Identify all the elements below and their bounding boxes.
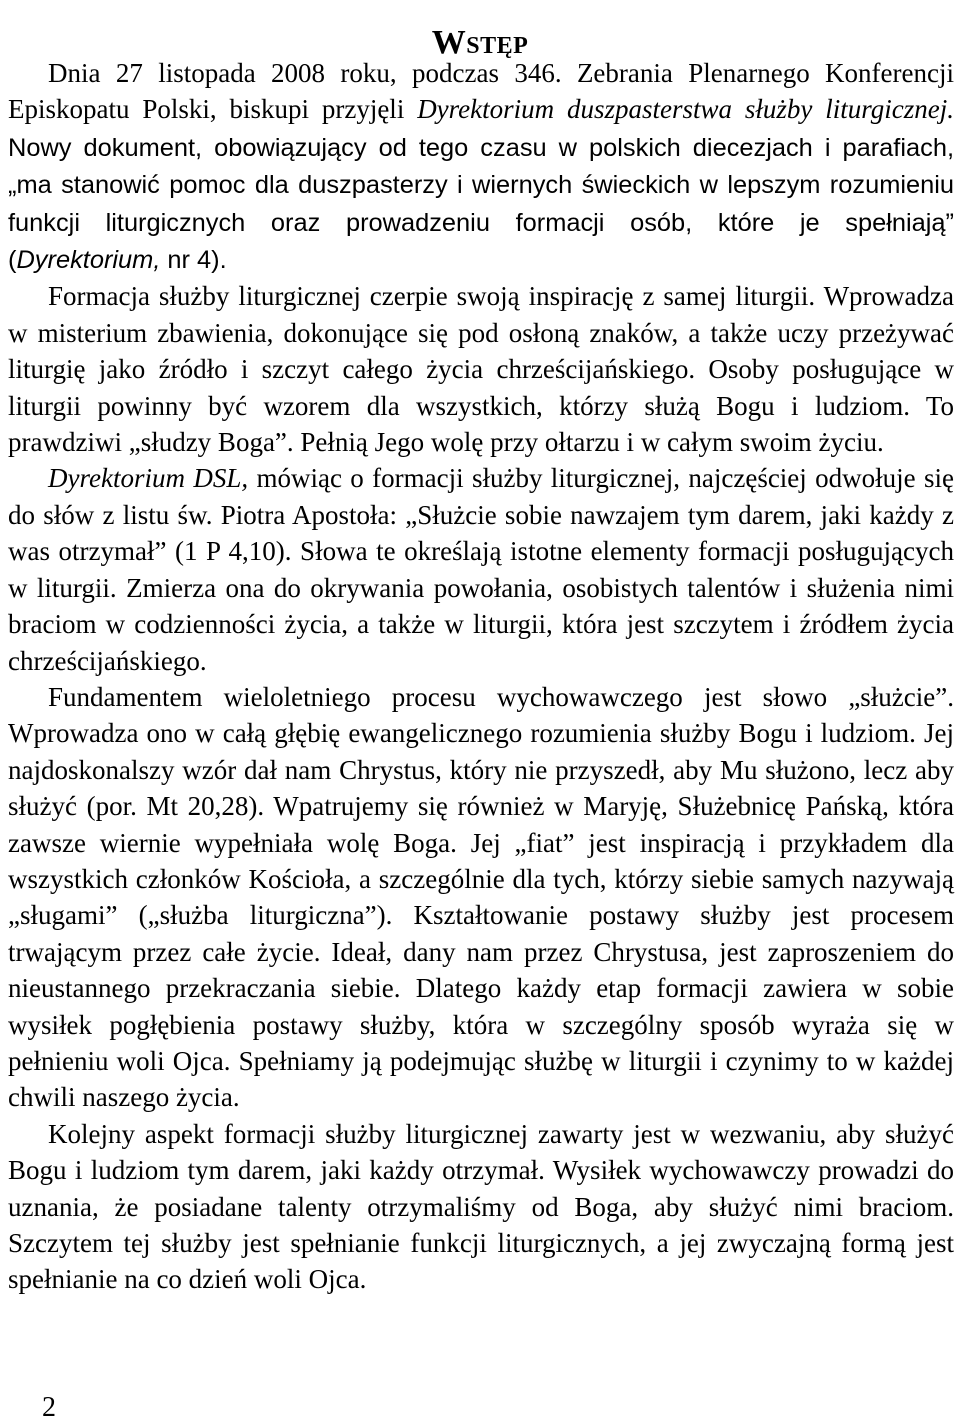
text-run: nr 4).: [160, 246, 227, 275]
paragraph: [8, 278, 954, 460]
italic-text: Dyrektorium,: [16, 246, 161, 275]
paragraph: [8, 1116, 954, 1298]
italic-text: Dyrektorium DSL,: [48, 463, 249, 494]
text-run: Formacja służby liturgicznej czerpie swoją inspirację z samej liturgii. Wprowadza w misterium zbawienia, dokonujące się pod osłoną znaków, a także uczy przeżywać liturgię jako źródło i szczyt całego życia chrześcijańskiego. Osoby posługujące w liturgii powinny być wzorem dla wszystkich, którzy służą Bogu i ludziom. To prawdziwi „słudzy Boga”. Pełnią Jego wolę przy ołtarzu i w całym swoim życiu.: [8, 281, 954, 458]
text-run: Fundamentem wieloletniego procesu wychowawczego jest słowo „służcie”. Wprowadza ono w całą głębię ewangelicznego rozumienia służby Bogu i ludziom. Jej najdoskonalszy wzór dał nam Chrystus, który nie przyszedł, aby Mu służono, lecz aby służyć (por. Mt 20,28). Wpatrujemy się również w Maryję, Służebnicę Pańską, która zawsze wiernie wypełniała wolę Boga. Jej „fiat” jest inspiracją i przykładem dla wszystkich członków Kościoła, a szczególnie dla tych, którzy siebie samych nazywają „sługami” („służba liturgiczna”). Kształtowanie postawy służby jest procesem trwającym przez całe życie. Ideał, dany nam przez Chrystusa, jest zaproszeniem do nieustannego przekraczania siebie. Dlatego każdy etap formacji zawiera w sobie wysiłek pogłębienia postawy służby, która w szczególny sposób wyraża się w pełnieniu woli Ojca. Spełniamy ją podejmując służbę w liturgii i czynimy to w każdej chwili naszego życia.: [8, 681, 954, 1113]
text-run: mówiąc o formacji służby liturgicznej, najczęściej odwołuje się do słów z listu św. Piotra Apostoła: „Służcie sobie nawzajem tym darem, jaki każdy z was otrzymał” (1 P 4,10). Słowa te określają istotne elementy formacji posługujących w liturgii. Zmierza ona do okrywania powołania, osobistych talentów i służenia nimi braciom w codzienności życia, a także w liturgii, która jest szczytem i źródłem życia chrześcijańskiego.: [8, 463, 954, 676]
paragraph: [8, 55, 954, 278]
page-title: Wstęp: [431, 23, 529, 61]
italic-text: Dyrektorium duszpasterstwa służby liturgicznej.: [417, 94, 954, 125]
paragraph: [8, 679, 954, 1116]
paragraph: [8, 460, 954, 678]
text-run: Kolejny aspekt formacji służby liturgicznej zawarty jest w wezwaniu, aby służyć Bogu i ludziom tym darem, jaki każdy otrzymał. Wysiłek wychowawczy prowadzi do uznania, że posiadane talenty otrzymaliśmy od Boga, aby służyć nimi braciom. Szczytem tej służby jest spełnianie funkcji liturgicznych, a jej zwyczajną formą jest spełnianie na co dzień woli Ojca.: [8, 1118, 954, 1295]
text-run: Dnia 27 listopada 2008 roku, podczas 346. Zebrania Plenarnego Konferencji Episkopatu Polski, biskupi przyjęli: [8, 58, 954, 125]
body-text: [8, 55, 954, 1298]
text-run: Nowy dokument, obowiązujący od tego czasu w polskich diecezjach i parafiach, „ma stanowić pomoc dla duszpasterzy i wiernych świeckich w lepszym rozumieniu funkcji liturgicznych oraz prowadzeniu formacji osób, które je spełniają” (: [8, 133, 954, 275]
page-number: 2: [42, 1392, 56, 1423]
